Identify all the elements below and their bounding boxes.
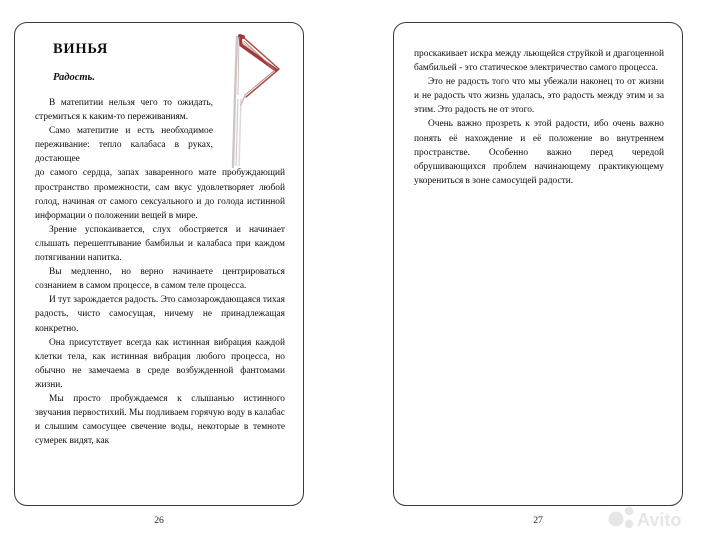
paragraph: Само матепитие и есть необходимое переживание: тепло калабаса в руках, достающее [35, 126, 213, 165]
right-page-text [414, 47, 664, 188]
page-number-right: 27 [533, 515, 543, 526]
left-page [14, 22, 304, 506]
paragraph: Вы медленно, но верно начинаете центрироваться сознанием в самом процессе, в самом теле процесса. [35, 267, 285, 292]
left-page-text-beside-rune [35, 96, 213, 166]
paragraph: И тут зарождается радость. Это самозарождающаяся тихая радость, чисто самосущая, ничему не принадлежащая конкретно. [35, 295, 285, 334]
chapter-subtitle: Радость. [53, 72, 95, 83]
paragraph: Очень важно прозреть к этой радости, ибо очень важно понять её нахождение и её положение во внутреннем пространстве. Особенно важно перед чередой обрушивающихся проблем начинающему практикующему укорениться в зоне самосущей радости. [414, 119, 664, 186]
paragraph: до самого сердца, запах заваренного мате пробуждающий пространство промежности, сам вкус удовлетворяет любой голод, начиная от самого сексуального и до голода истинной информации о положении вещей в мире. [35, 168, 285, 221]
right-page-content [394, 23, 682, 505]
paragraph: Она присутствует всегда как истинная вибрация каждой клетки тела, как истинная вибрация любого процесса, но обычно не замечаема в среде возбужденной фантомами жизни. [35, 337, 285, 390]
right-page [393, 22, 683, 506]
paragraph: проскакивает искра между льющейся струйкой и драгоценной бамбильей - это статическое электричество самого процесса. [414, 49, 664, 74]
page-number-left: 26 [154, 515, 164, 526]
left-page-text-full-width [35, 166, 285, 448]
chapter-title: ВИНЬЯ [53, 41, 109, 57]
watermark-text: Avito [637, 510, 682, 530]
paragraph: Это не радость того что мы убежали наконец то от жизни и не радость что жизнь удалась, это радость между этим и за этим. Это радость не от этого. [414, 77, 664, 116]
paragraph: Мы просто пробуждаемся к слышанью истинного звучания первостихий. Мы подливаем горячую воду в калабас и слышим самосущее свечение воды, некоторые в темноте сумерек видят, как [35, 393, 285, 447]
left-page-content [15, 23, 303, 505]
paragraph: Зрение успокаивается, слух обостряется и начинает слышать перешептывание бамбильи и калабаса при каждом потягивании напитка. [35, 224, 285, 264]
paragraph: В матепитии нельзя чего то ожидать, стремиться к каким-то переживаниям. [35, 98, 213, 123]
